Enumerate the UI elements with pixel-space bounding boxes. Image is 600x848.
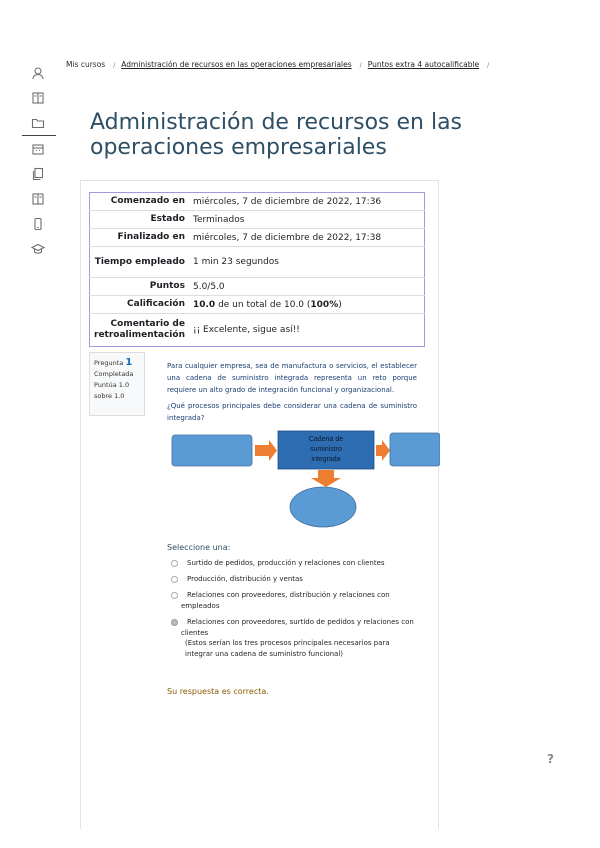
folder-icon[interactable] — [31, 115, 45, 129]
answer-option-label: Relaciones con proveedores, surtido de pedidos y relaciones con clientes — [181, 618, 414, 637]
radio-button[interactable] — [171, 576, 178, 583]
grade-close: ) — [338, 299, 342, 310]
center-box-label-1: Cadena de — [308, 436, 344, 443]
breadcrumb-my-courses[interactable]: Mis cursos — [66, 60, 106, 69]
summary-key: Puntos — [90, 278, 189, 296]
breadcrumb-separator: / — [113, 62, 116, 69]
radio-button[interactable] — [171, 560, 178, 567]
graduation-cap-icon[interactable] — [31, 241, 45, 255]
result-feedback: Su respuesta es correcta. — [167, 687, 269, 696]
help-icon[interactable]: ? — [547, 752, 554, 766]
book-icon[interactable] — [31, 90, 45, 104]
user-icon[interactable] — [31, 65, 45, 79]
summary-row-started — [90, 193, 425, 211]
summary-value: miércoles, 7 de diciembre de 2022, 17:36 — [192, 196, 382, 207]
arrow-right-icon — [255, 440, 277, 461]
answer-option-label: Relaciones con proveedores, distribución y relaciones con empleados — [181, 591, 390, 610]
summary-value: miércoles, 7 de diciembre de 2022, 17:38 — [189, 229, 425, 247]
question-number — [94, 357, 140, 369]
question-paragraph-2: ¿Qué procesos principales debe considerar una cadena de suministro integrada? — [167, 402, 417, 422]
attempt-summary-table — [89, 192, 425, 347]
grade-total-text: de un total de 10.0 ( — [215, 299, 311, 310]
summary-key: Finalizado en — [90, 229, 189, 247]
question-text — [167, 360, 417, 424]
question-paragraph-1: Para cualquier empresa, sea de manufactura o servicios, el establecer una cadena de suministro integrada representa un reto porque requiere un alto grado de integración funcional y organizacional. — [167, 362, 417, 394]
nav-active-indicator — [22, 135, 56, 136]
grade-value: 10.0 — [192, 299, 216, 310]
answer-option-d[interactable] — [167, 617, 419, 660]
summary-row-state — [90, 211, 425, 229]
bottom-ellipse — [290, 487, 356, 527]
select-prompt: Seleccione una: — [167, 543, 231, 552]
center-box-label-2: suministro — [310, 446, 342, 453]
left-box — [172, 435, 252, 466]
answer-block — [167, 543, 419, 665]
summary-value: 5.0/5.0 — [189, 278, 425, 296]
answer-option-label: Surtido de pedidos, producción y relaciones con clientes — [187, 559, 385, 567]
breadcrumb — [66, 60, 495, 69]
radio-button-selected[interactable] — [171, 619, 178, 626]
summary-key: Estado — [90, 211, 189, 229]
summary-value — [189, 296, 425, 314]
breadcrumb-course-link[interactable]: Administración de recursos en las operaciones empresariales — [121, 60, 352, 69]
right-box — [390, 433, 440, 466]
question-number-value: 1 — [125, 357, 133, 368]
summary-row-time-taken — [90, 247, 425, 278]
arrow-down-icon — [311, 470, 341, 487]
summary-value: Terminados — [189, 211, 425, 229]
answer-option-b[interactable] — [167, 574, 419, 585]
calendar-icon[interactable] — [31, 141, 45, 155]
breadcrumb-separator: / — [487, 62, 490, 69]
center-box-label-3: integrada — [311, 456, 341, 463]
book-2-icon[interactable] — [31, 191, 45, 205]
radio-button[interactable] — [171, 592, 178, 599]
summary-row-grade — [90, 296, 425, 314]
summary-key: Comenzado en — [110, 196, 185, 206]
page-title: Administración de recursos en las operaciones empresariales — [90, 110, 463, 160]
grade-percent: 100% — [310, 299, 339, 310]
question-status: Completada — [94, 370, 134, 378]
breadcrumb-quiz-link[interactable]: Puntos extra 4 autocalificable — [367, 60, 480, 69]
summary-row-feedback — [90, 314, 425, 347]
summary-key: Comentario de retroalimentación — [90, 314, 189, 347]
answer-option-label: Producción, distribución y ventas — [187, 575, 303, 583]
arrow-right-icon — [376, 440, 390, 461]
summary-row-marks — [90, 278, 425, 296]
answer-option-a[interactable] — [167, 558, 419, 569]
breadcrumb-separator: / — [359, 62, 362, 69]
summary-value: 1 min 23 segundos — [189, 247, 425, 278]
summary-key: Calificación — [90, 296, 189, 314]
answer-option-c[interactable] — [167, 590, 419, 612]
summary-key: Tiempo empleado — [90, 247, 189, 278]
summary-value: ¡¡ Excelente, sigue así!! — [189, 314, 425, 347]
files-icon[interactable] — [31, 166, 45, 180]
question-label: Pregunta — [94, 359, 124, 367]
supply-chain-diagram — [165, 428, 440, 533]
question-info-box — [89, 352, 145, 416]
question-score: Puntúa 1.0 sobre 1.0 — [94, 381, 130, 400]
summary-row-finished — [90, 229, 425, 247]
phone-icon[interactable] — [31, 216, 45, 230]
option-feedback: (Estos serían los tres procesos principales necesarios para integrar una cadena de suministro funcional) — [185, 639, 390, 658]
